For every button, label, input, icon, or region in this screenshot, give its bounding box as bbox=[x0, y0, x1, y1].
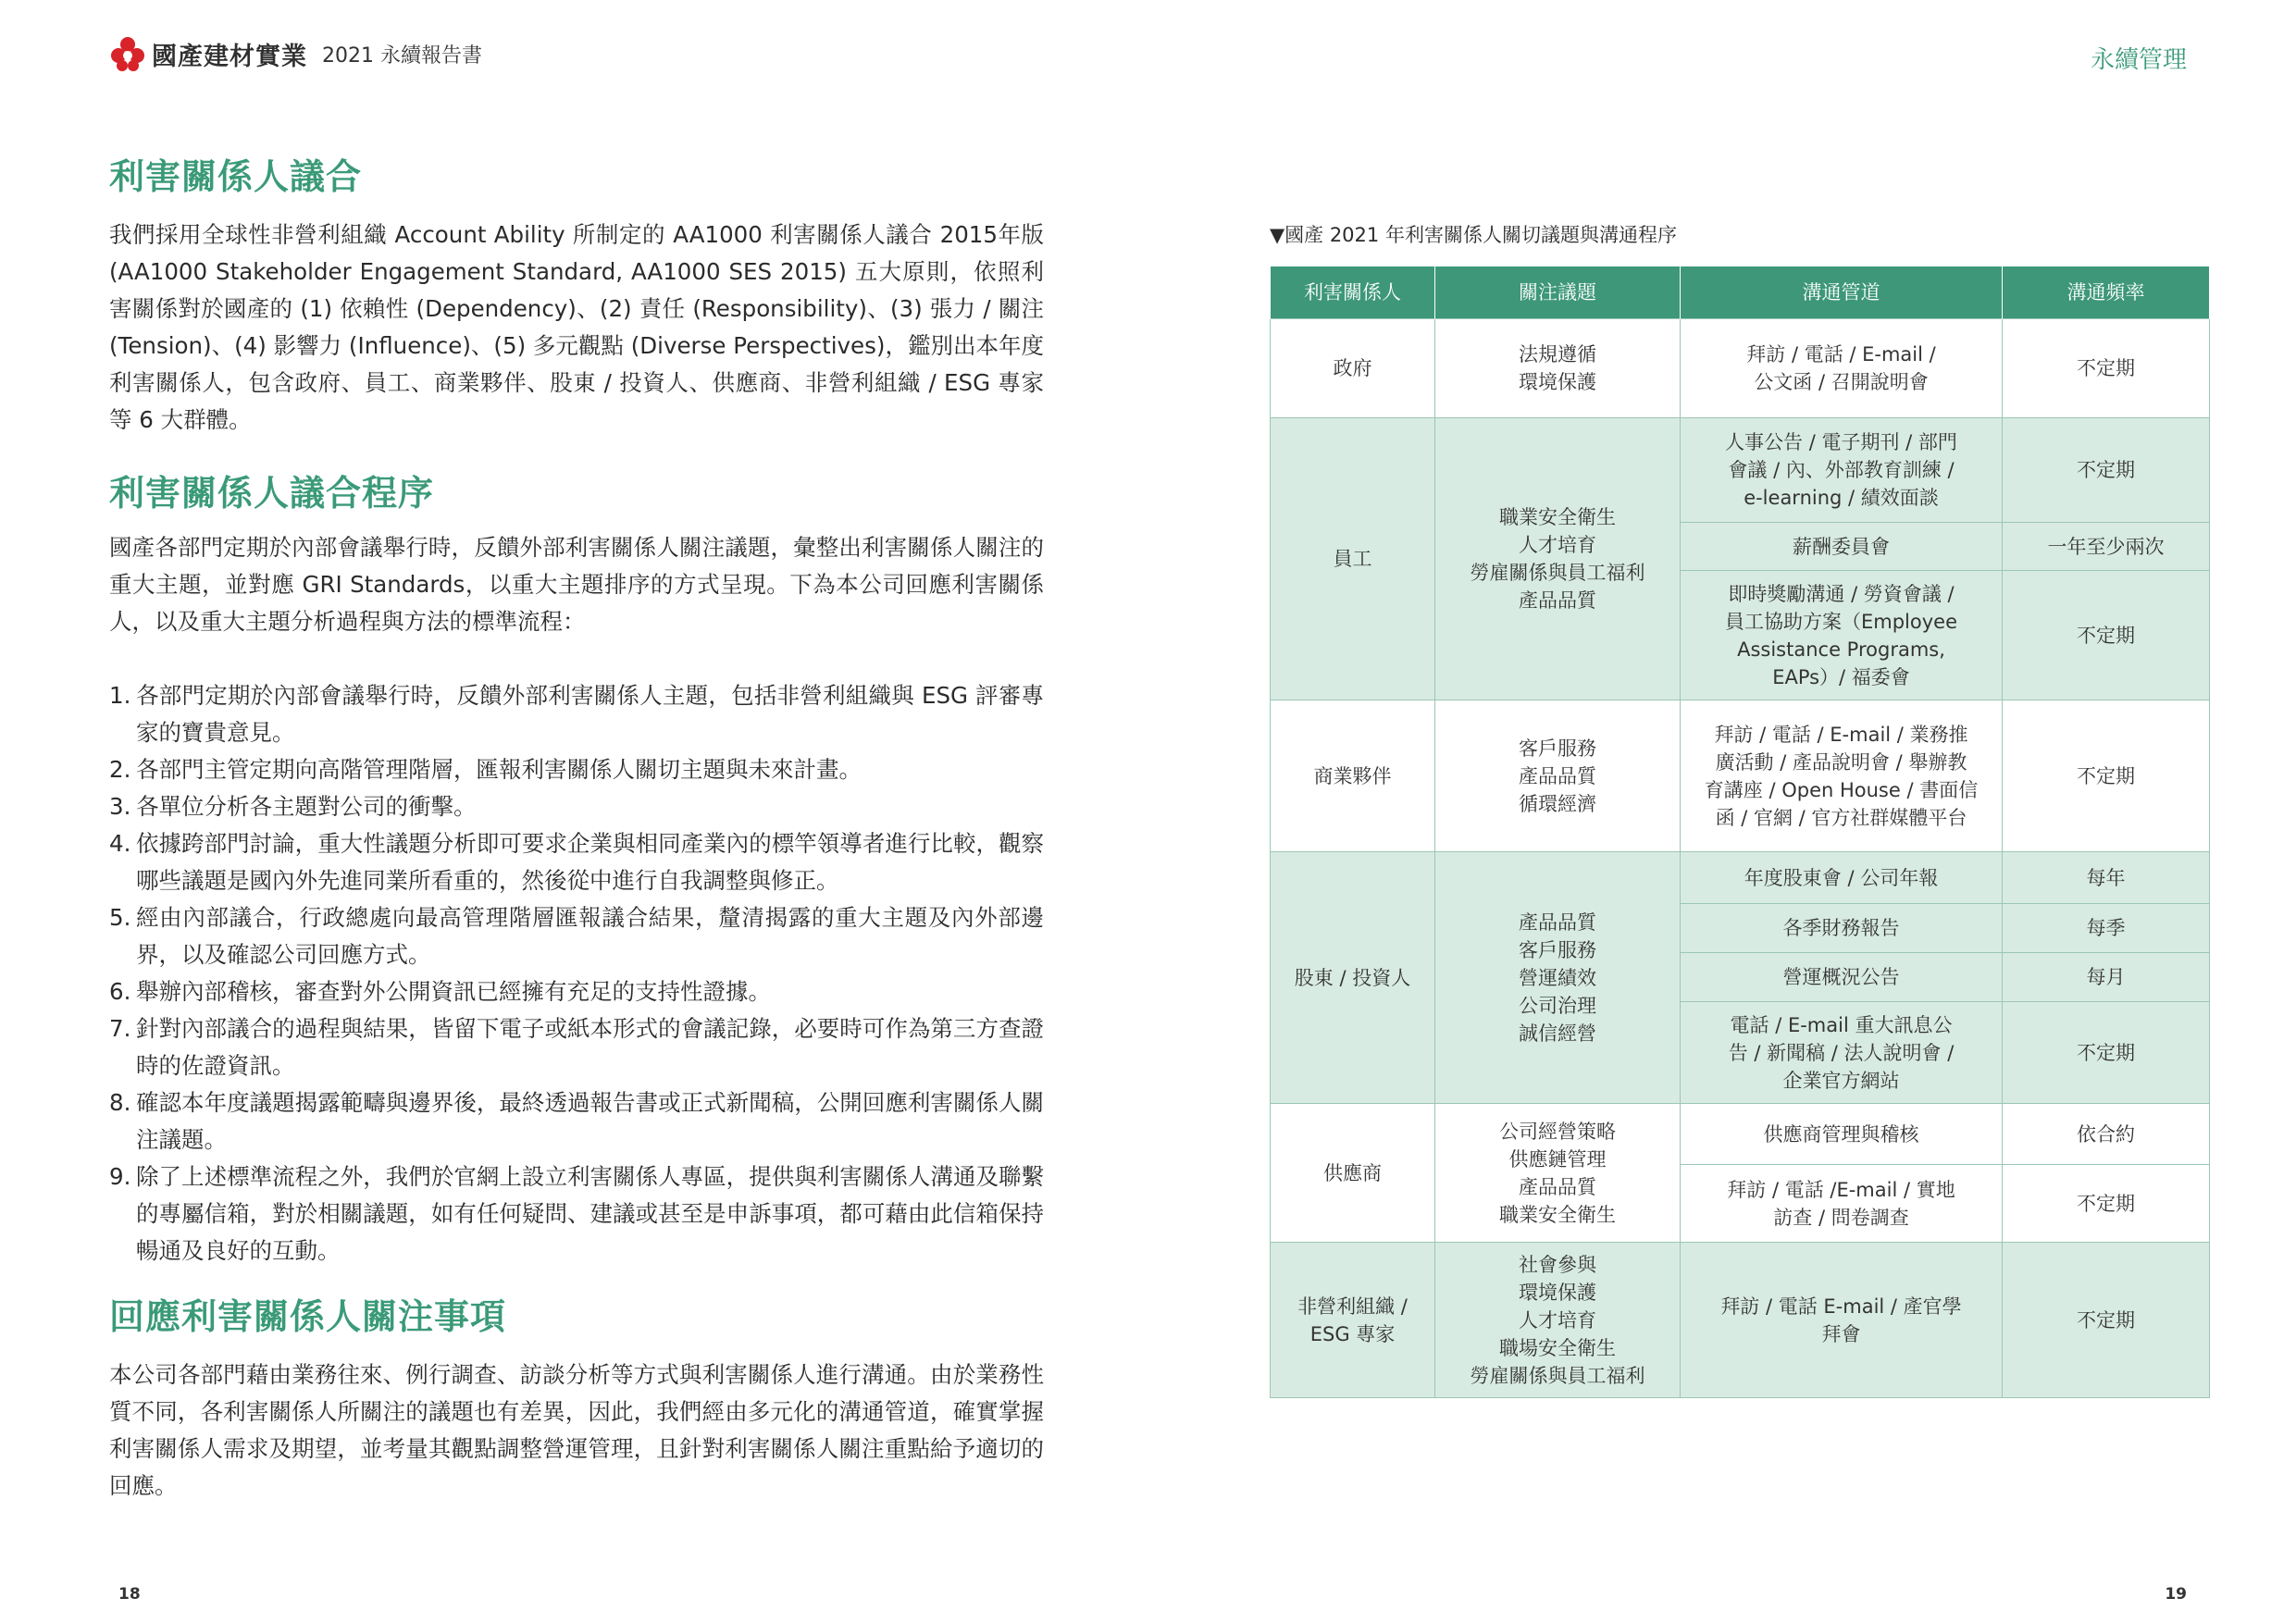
step-text: 依據跨部門討論，重大性議題分析即可要求企業與相同產業內的標竿領導者進行比較，觀察哪些議題是國內外先進同業所看重的，然後從中進行自我調整與修正。 bbox=[136, 830, 1044, 894]
list-item bbox=[109, 1158, 1044, 1270]
list-item bbox=[109, 825, 1044, 899]
section-title: 永續管理 bbox=[2090, 46, 2187, 74]
list-item bbox=[109, 788, 1044, 825]
frequency-cell: 每月 bbox=[2003, 953, 2210, 1002]
stakeholder-group: 商業夥伴 bbox=[1271, 700, 1435, 852]
paragraph-text: 本公司各部門藉由業務往來、例行調查、訪談分析等方式與利害關係人進行溝通。由於業務性質不同，各利害關係人所關注的議題也有差異，因此，我們經由多元化的溝通管道，確實掌握利害關係人需求及期望，並考量其觀點調整營運管理，且針對利害關係人關注重點給予適切的回應。 bbox=[109, 1361, 1044, 1499]
step-text: 各部門定期於內部會議舉行時，反饋外部利害關係人主題，包括非營利組織與 ESG 評審專家的寶貴意見。 bbox=[136, 682, 1044, 746]
heading-engagement-procedure: 利害關係人議合程序 bbox=[109, 473, 435, 514]
brand-name: 國產建材實業 bbox=[152, 42, 307, 71]
frequency-cell: 不定期 bbox=[2003, 319, 2210, 418]
paragraph-text: 國產各部門定期於內部會議舉行時，反饋外部利害關係人關注議題，彙整出利害關係人關注的重大主題，並對應 GRI Standards，以重大主題排序的方式呈現。下為本公司回應利害關係人，以及重大主題分析過程與方法的標準流程： bbox=[109, 534, 1044, 635]
frequency-cell: 不定期 bbox=[2003, 1165, 2210, 1243]
list-item bbox=[109, 1010, 1044, 1084]
channel-cell: 拜訪 / 電話 / E-mail / 公文函 / 召開說明會 bbox=[1681, 319, 2003, 418]
page-number-left: 18 bbox=[118, 1585, 141, 1604]
frequency-cell: 不定期 bbox=[2003, 418, 2210, 523]
step-number: 1. bbox=[109, 682, 131, 709]
step-number: 4. bbox=[109, 830, 131, 857]
frequency-cell: 不定期 bbox=[2003, 1243, 2210, 1398]
list-item bbox=[109, 1084, 1044, 1158]
stakeholder-group: 非營利組織 / ESG 專家 bbox=[1271, 1243, 1435, 1398]
topic-list: 產品品質 客戶服務 營運績效 公司治理 誠信經營 bbox=[1435, 852, 1681, 1104]
step-number: 9. bbox=[109, 1163, 131, 1190]
step-text: 各單位分析各主題對公司的衝擊。 bbox=[136, 793, 477, 820]
channel-cell: 電話 / E-mail 重大訊息公 告 / 新聞稿 / 法人說明會 / 企業官方網站 bbox=[1681, 1002, 2003, 1104]
stakeholder-group: 供應商 bbox=[1271, 1104, 1435, 1243]
step-text: 除了上述標準流程之外，我們於官網上設立利害關係人專區，提供與利害關係人溝通及聯繫的專屬信箱，對於相關議題，如有任何疑問、建議或甚至是申訴事項，都可藉由此信箱保持暢通及良好的互動。 bbox=[136, 1163, 1044, 1264]
frequency-cell: 依合約 bbox=[2003, 1104, 2210, 1165]
topic-list: 客戶服務 產品品質 循環經濟 bbox=[1435, 700, 1681, 852]
topic-list: 職業安全衛生 人才培育 勞雇關係與員工福利 產品品質 bbox=[1435, 418, 1681, 700]
column-header: 溝通頻率 bbox=[2003, 266, 2210, 319]
column-header: 利害關係人 bbox=[1271, 266, 1435, 319]
channel-cell: 拜訪 / 電話 E-mail / 產官學 拜會 bbox=[1681, 1243, 2003, 1398]
step-text: 經由內部議合，行政總處向最高管理階層匯報議合結果，釐清揭露的重大主題及內外部邊界，以及確認公司回應方式。 bbox=[136, 904, 1044, 968]
channel-cell: 營運概況公告 bbox=[1681, 953, 2003, 1002]
step-number: 3. bbox=[109, 793, 131, 820]
table-row bbox=[1271, 319, 2210, 418]
brand-logo bbox=[109, 37, 482, 70]
channel-cell: 年度股東會 / 公司年報 bbox=[1681, 852, 2003, 904]
topic-list: 社會參與 環境保護 人才培育 職場安全衛生 勞雇關係與員工福利 bbox=[1435, 1243, 1681, 1398]
list-item bbox=[109, 677, 1044, 751]
channel-cell: 薪酬委員會 bbox=[1681, 523, 2003, 571]
step-text: 確認本年度議題揭露範疇與邊界後，最終透過報告書或正式新聞稿，公開回應利害關係人關注議題。 bbox=[136, 1089, 1044, 1153]
column-header: 溝通管道 bbox=[1681, 266, 2003, 319]
stakeholder-table bbox=[1270, 266, 2210, 1398]
list-item bbox=[109, 751, 1044, 788]
stakeholder-group: 股東 / 投資人 bbox=[1271, 852, 1435, 1104]
table-caption: ▼國產 2021 年利害關係人關切議題與溝通程序 bbox=[1270, 224, 1677, 246]
channel-cell: 拜訪 / 電話 /E-mail / 實地 訪查 / 問卷調查 bbox=[1681, 1165, 2003, 1243]
paragraph-engagement-principles bbox=[109, 217, 1044, 439]
step-number: 2. bbox=[109, 756, 131, 783]
paragraph-response bbox=[109, 1357, 1044, 1505]
table-row bbox=[1271, 852, 2210, 904]
table-row bbox=[1271, 1104, 2210, 1165]
channel-cell: 各季財務報告 bbox=[1681, 904, 2003, 953]
paragraph-text: 我們採用全球性非營利組織 Account Ability 所制定的 AA1000 利害關係人議合 2015年版(AA1000 Stakeholder Engagement Standard, AA1000 SES 2015) 五大原則，依照利害關係對於國產的 (1) 依賴性 (Dependency)、(2) 責任 (Responsibility)、(3) 張力 / 關注 (Tension)、(4) 影響力 (Influence)、(5) 多元觀點 (Diverse Perspectives)，鑑別出本年度利害關係人，包含政府、員工、商業夥伴、股東 / 投資人、供應商、非營利組織 / ESG 專家等 6 大群體。 bbox=[109, 221, 1044, 433]
flower-logo-icon bbox=[109, 35, 146, 72]
step-number: 8. bbox=[109, 1089, 131, 1116]
step-number: 6. bbox=[109, 978, 131, 1005]
table-row bbox=[1271, 418, 2210, 523]
table-row bbox=[1271, 1243, 2210, 1398]
frequency-cell: 一年至少兩次 bbox=[2003, 523, 2210, 571]
procedure-steps-list bbox=[109, 677, 1044, 1270]
frequency-cell: 不定期 bbox=[2003, 571, 2210, 700]
frequency-cell: 不定期 bbox=[2003, 1002, 2210, 1104]
frequency-cell: 每季 bbox=[2003, 904, 2210, 953]
list-item bbox=[109, 899, 1044, 973]
heading-response-concerns: 回應利害關係人關注事項 bbox=[109, 1296, 507, 1337]
page-number-right: 19 bbox=[2165, 1585, 2187, 1604]
column-header: 關注議題 bbox=[1435, 266, 1681, 319]
step-text: 舉辦內部稽核，審查對外公開資訊已經擁有充足的支持性證據。 bbox=[136, 978, 771, 1005]
channel-cell: 人事公告 / 電子期刊 / 部門 會議 / 內、外部教育訓練 / e-learning / 績效面談 bbox=[1681, 418, 2003, 523]
report-title: 2021 永續報告書 bbox=[322, 43, 482, 68]
topic-list: 法規遵循 環境保護 bbox=[1435, 319, 1681, 418]
step-text: 針對內部議合的過程與結果，皆留下電子或紙本形式的會議記錄，必要時可作為第三方查證時的佐證資訊。 bbox=[136, 1015, 1044, 1079]
heading-stakeholder-engagement: 利害關係人議合 bbox=[109, 156, 363, 197]
topic-list: 公司經營策略 供應鏈管理 產品品質 職業安全衛生 bbox=[1435, 1104, 1681, 1243]
table-row bbox=[1271, 700, 2210, 852]
step-text: 各部門主管定期向高階管理階層，匯報利害關係人關切主題與未來計畫。 bbox=[136, 756, 862, 783]
step-number: 7. bbox=[109, 1015, 131, 1042]
table-header-row bbox=[1271, 266, 2210, 319]
channel-cell: 供應商管理與稽核 bbox=[1681, 1104, 2003, 1165]
stakeholder-group: 政府 bbox=[1271, 319, 1435, 418]
frequency-cell: 不定期 bbox=[2003, 700, 2210, 852]
step-number: 5. bbox=[109, 904, 131, 931]
frequency-cell: 每年 bbox=[2003, 852, 2210, 904]
stakeholder-group: 員工 bbox=[1271, 418, 1435, 700]
channel-cell: 拜訪 / 電話 / E-mail / 業務推 廣活動 / 產品說明會 / 舉辦教 育講座 / Open House / 書面信 函 / 官網 / 官方社群媒體平台 bbox=[1681, 700, 2003, 852]
channel-cell: 即時獎勵溝通 / 勞資會議 / 員工協助方案（Employee Assistance Programs, EAPs）/ 福委會 bbox=[1681, 571, 2003, 700]
list-item bbox=[109, 973, 1044, 1010]
paragraph-procedure-intro bbox=[109, 529, 1044, 640]
